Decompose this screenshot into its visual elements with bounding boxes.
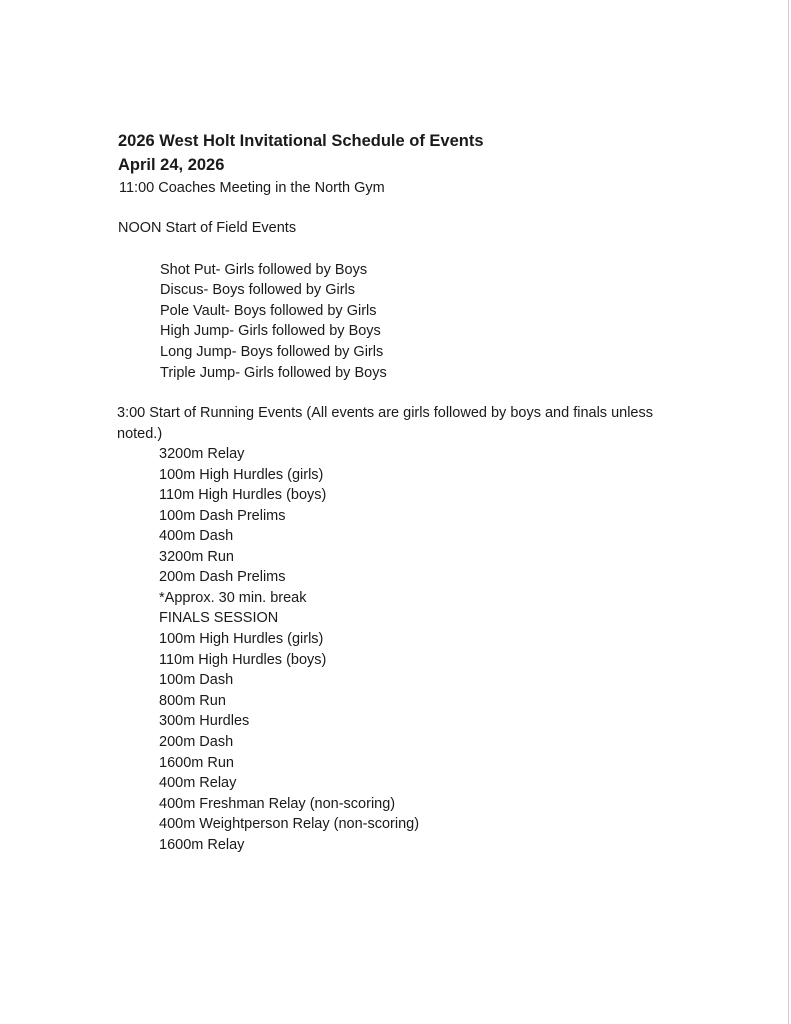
event-date: April 24, 2026 — [118, 156, 225, 174]
running-event-item: 1600m Relay — [159, 837, 245, 853]
running-events-heading-continued: noted.) — [117, 426, 163, 442]
finals-session-label: FINALS SESSION — [159, 610, 279, 626]
running-events-heading: 3:00 Start of Running Events (All events are girls followed by boys and finals unless — [117, 405, 653, 421]
running-event-item: 100m Dash — [159, 672, 234, 688]
running-event-item: 200m Dash — [159, 734, 234, 750]
running-event-item: 800m Run — [159, 693, 226, 709]
field-event-item: High Jump- Girls followed by Boys — [160, 323, 381, 339]
running-event-item: 400m Freshman Relay (non-scoring) — [159, 796, 396, 812]
field-events-heading: NOON Start of Field Events — [118, 220, 297, 236]
running-event-item: 400m Dash — [159, 528, 234, 544]
field-event-item: Shot Put- Girls followed by Boys — [160, 262, 368, 278]
running-event-item: 110m High Hurdles (boys) — [159, 652, 327, 668]
coaches-meeting-line: 11:00 Coaches Meeting in the North Gym — [119, 180, 385, 196]
field-event-item: Triple Jump- Girls followed by Boys — [160, 365, 387, 381]
field-event-item: Pole Vault- Boys followed by Girls — [160, 303, 377, 319]
field-event-item: Long Jump- Boys followed by Girls — [160, 344, 384, 360]
field-event-item: Discus- Boys followed by Girls — [160, 282, 355, 298]
running-event-item: 1600m Run — [159, 755, 234, 771]
running-event-item: 100m High Hurdles (girls) — [159, 631, 324, 647]
running-event-item: 400m Weightperson Relay (non-scoring) — [159, 816, 420, 832]
running-event-item: 100m High Hurdles (girls) — [159, 467, 324, 483]
running-event-item: 3200m Run — [159, 549, 234, 565]
running-event-item: 110m High Hurdles (boys) — [159, 487, 327, 503]
running-event-item: 3200m Relay — [159, 446, 245, 462]
running-event-item: 300m Hurdles — [159, 713, 250, 729]
running-event-item: 200m Dash Prelims — [159, 569, 286, 585]
running-event-item: 400m Relay — [159, 775, 237, 791]
running-event-item: 100m Dash Prelims — [159, 508, 286, 524]
document-title: 2026 West Holt Invitational Schedule of Events — [118, 132, 484, 150]
break-note: *Approx. 30 min. break — [159, 590, 307, 606]
